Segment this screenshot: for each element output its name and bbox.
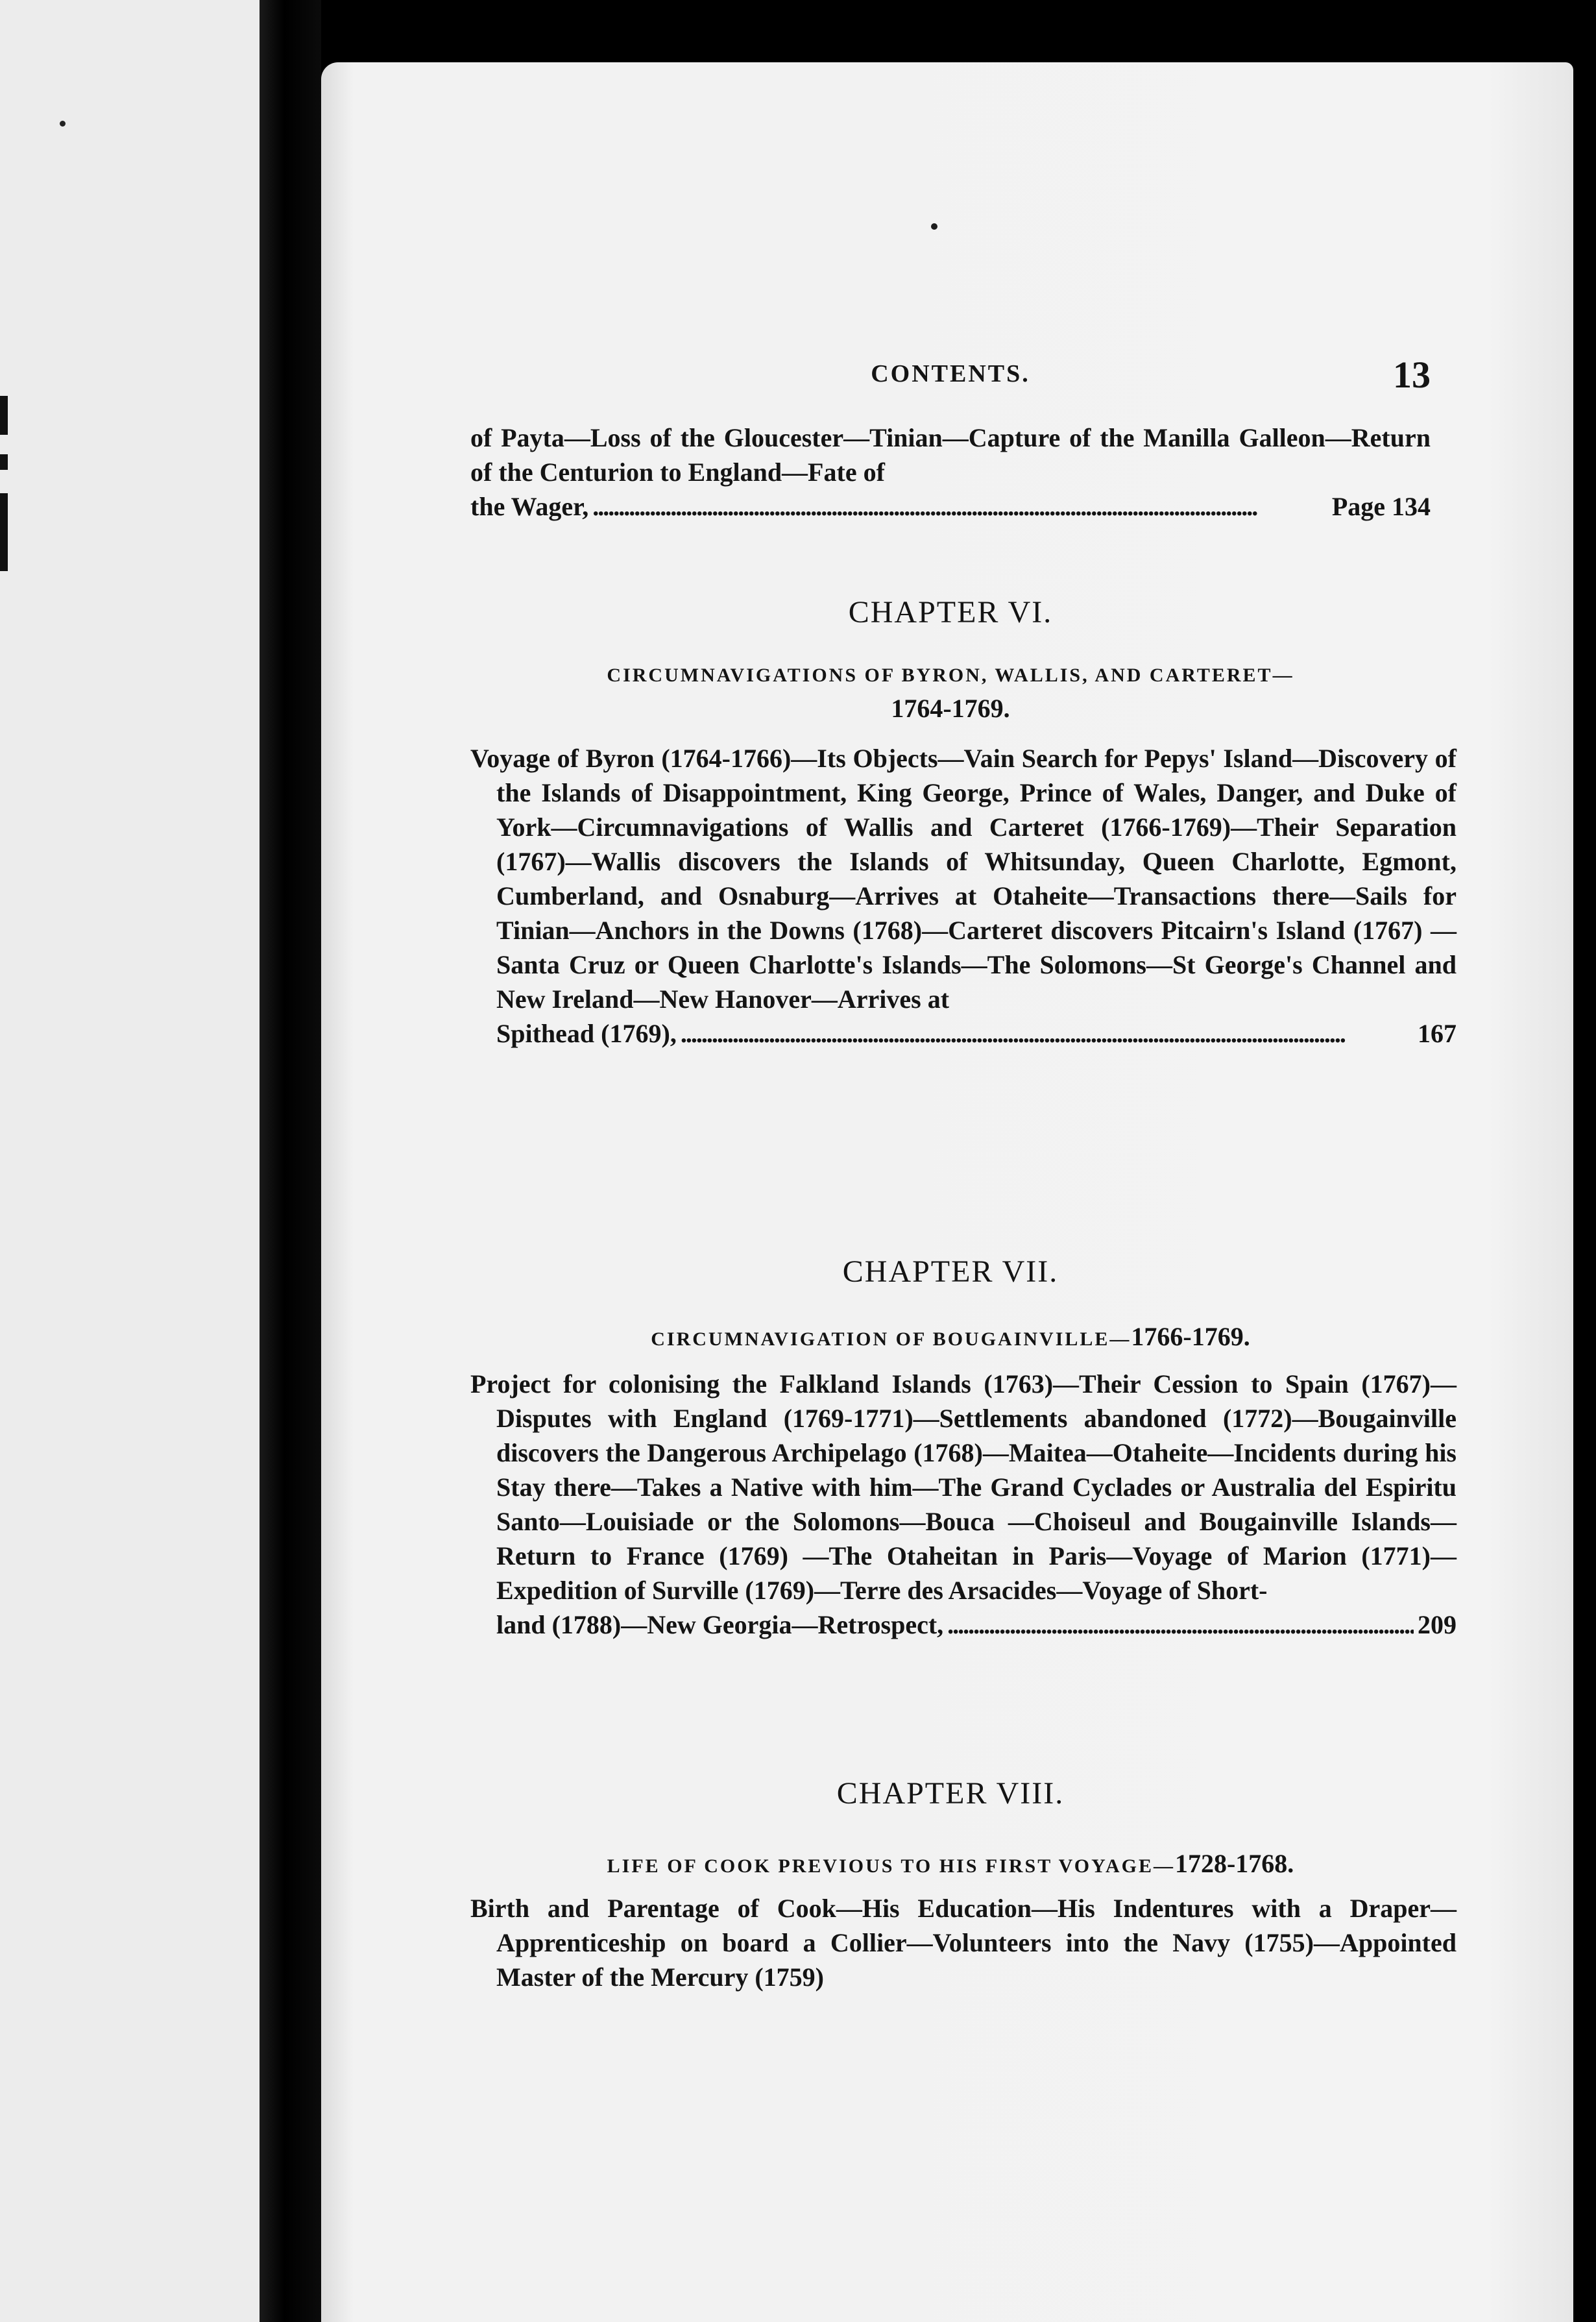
summary-text: Project for colonising the Falkland Islands (1763)—Their Cession to Spain (1767)—Disputes with England (1769-1771)—Settlements abandoned (1772)—Bougainville discovers the Dangerous Archipelago (1768)—Maitea—Otaheite—Incidents during his Stay there—Takes a Native with him—The Grand Cyclades or Australia del Espiritu Santo—Louisiade or the Solomons—Bouca —Choiseul and Bougainville Islands—Return to France (1769) —The Otaheitan in Paris—Voyage of Marion (1771)—Expedition of Surville (1769)—Terre des Arsacides—Voyage of Short- [470, 1369, 1457, 1605]
entry-page-number: 167 [1418, 1019, 1457, 1048]
left-page-margin [0, 0, 260, 2322]
chapter-summary [470, 741, 1457, 1051]
page-edge-mark [0, 493, 8, 571]
chapter-years: 1764-1769. [891, 694, 1010, 723]
chapter-subject-text: LIFE OF COOK PREVIOUS TO HIS FIRST VOYAGE— [607, 1855, 1175, 1877]
ink-speck [931, 223, 937, 230]
chapter-subject: CIRCUMNAVIGATIONS OF BYRON, WALLIS, AND CARTERET— [607, 665, 1294, 686]
entry-page-number: 209 [1418, 1610, 1457, 1639]
chapter-subject [470, 1848, 1431, 1879]
entry-last-line: the Wager, [470, 492, 589, 521]
running-title: CONTENTS. [871, 360, 1030, 387]
chapter-heading: CHAPTER VI. [848, 595, 1053, 629]
dot-leader [681, 1016, 1414, 1051]
page-edge-mark [0, 396, 8, 435]
running-head [470, 356, 1431, 408]
chapter-summary [470, 1891, 1457, 1994]
entry-last-line: Spithead (1769), [496, 1019, 677, 1048]
ink-speck [60, 121, 66, 127]
summary-text: Voyage of Byron (1764-1766)—Its Objects—Vain Search for Pepys' Island—Discovery of the Islands of Disappointment, King George, Prince of Wales, Danger, and Duke of York—Circumnavigations of Wallis and Carteret (1766-1769)—Their Separation (1767)—Wallis discovers the Islands of Whitsunday, Queen Charlotte, Egmont, Cumberland, and Osnaburg—Arrives at Otaheite—Transactions there—Sails for Tinian—Anchors in the Downs (1768)—Carteret discovers Pitcairn's Island (1767) —Santa Cruz or Queen Charlotte's Islands—The Solomons—St George's Channel and New Ireland—New Hanover—Arrives at [470, 744, 1457, 1014]
chapter-years: 1766-1769. [1131, 1322, 1250, 1351]
book-spine-gutter [260, 0, 321, 2322]
entry-leader-line [496, 1016, 1457, 1051]
page-number: 13 [1393, 354, 1431, 396]
summary-text: Birth and Parentage of Cook—His Education—His Indentures with a Draper—Apprenticeship on board a Collier—Volunteers into the Navy (1755)—Appointed Master of the Mercury (1759) [470, 1894, 1457, 1992]
entry-leader-line [470, 489, 1431, 524]
page-edge-mark [0, 454, 8, 470]
entry-last-line: land (1788)—New Georgia—Retrospect, [496, 1610, 944, 1639]
dot-leader [947, 1607, 1414, 1642]
entry-page-number: Page 134 [1331, 492, 1431, 521]
chapter-heading: CHAPTER VII. [842, 1254, 1059, 1289]
entry-leader-line [496, 1607, 1457, 1642]
chapter-years: 1728-1768. [1174, 1849, 1294, 1878]
chapter-subject [470, 1321, 1431, 1352]
chapter-summary [470, 1367, 1457, 1642]
dot-leader [592, 489, 1328, 524]
continuation-entry [470, 421, 1431, 524]
chapter-heading: CHAPTER VIII. [836, 1776, 1065, 1811]
entry-summary: of Payta—Loss of the Gloucester—Tinian—Capture of the Manilla Galleon—Return of the Centurion to England—Fate of [470, 423, 1431, 487]
chapter-subject-text: CIRCUMNAVIGATION OF BOUGAINVILLE— [651, 1328, 1131, 1350]
contents-page [321, 62, 1573, 2322]
